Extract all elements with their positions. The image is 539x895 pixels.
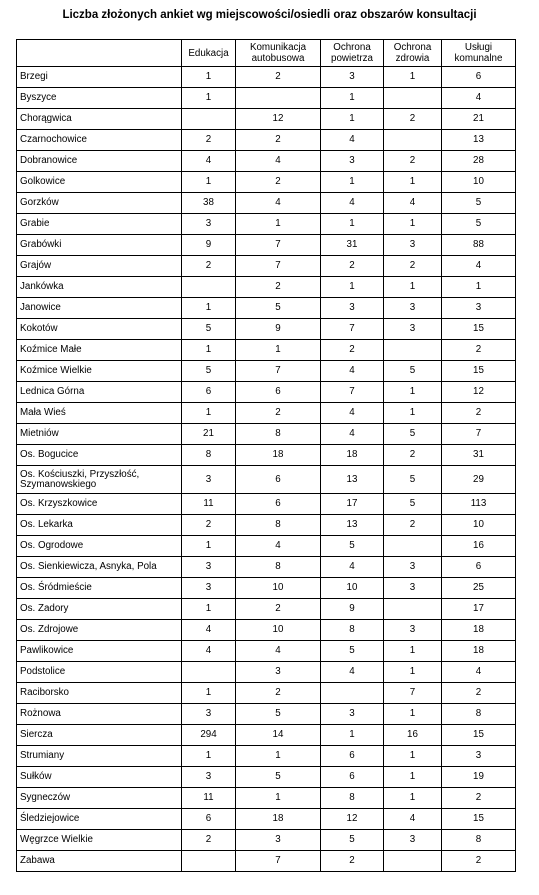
value-cell-uslugi-komunalne: 18	[442, 620, 516, 641]
value-cell-komunikacja: 1	[236, 340, 321, 361]
row-label-cell: Koźmice Wielkie	[17, 361, 182, 382]
value-cell-edukacja: 3	[182, 767, 236, 788]
value-cell-komunikacja: 7	[236, 256, 321, 277]
row-label-cell: Koźmice Małe	[17, 340, 182, 361]
value-cell-edukacja: 2	[182, 830, 236, 851]
value-cell-ochrona-zdrowia: 1	[384, 214, 442, 235]
value-cell-edukacja: 21	[182, 424, 236, 445]
value-cell-ochrona-powietrza: 1	[321, 725, 384, 746]
value-cell-uslugi-komunalne: 8	[442, 830, 516, 851]
value-cell-edukacja: 4	[182, 151, 236, 172]
value-cell-ochrona-powietrza: 1	[321, 88, 384, 109]
value-cell-edukacja: 9	[182, 235, 236, 256]
value-cell-edukacja: 1	[182, 88, 236, 109]
value-cell-uslugi-komunalne: 19	[442, 767, 516, 788]
value-cell-komunikacja: 2	[236, 683, 321, 704]
value-cell-komunikacja: 2	[236, 130, 321, 151]
row-label-cell: Os. Zdrojowe	[17, 620, 182, 641]
table-row	[17, 704, 516, 725]
value-cell-ochrona-zdrowia: 2	[384, 445, 442, 466]
value-cell-ochrona-powietrza: 2	[321, 340, 384, 361]
value-cell-komunikacja: 8	[236, 557, 321, 578]
value-cell-komunikacja: 2	[236, 277, 321, 298]
row-label-cell: Kokotów	[17, 319, 182, 340]
value-cell-uslugi-komunalne: 4	[442, 88, 516, 109]
value-cell-edukacja: 2	[182, 515, 236, 536]
row-label-cell: Grabie	[17, 214, 182, 235]
table-row	[17, 361, 516, 382]
value-cell-ochrona-powietrza: 1	[321, 214, 384, 235]
value-cell-uslugi-komunalne: 5	[442, 214, 516, 235]
value-cell-uslugi-komunalne: 15	[442, 319, 516, 340]
value-cell-ochrona-powietrza: 3	[321, 151, 384, 172]
value-cell-uslugi-komunalne: 15	[442, 725, 516, 746]
header-cell-location	[17, 40, 182, 67]
value-cell-edukacja	[182, 662, 236, 683]
value-cell-edukacja	[182, 851, 236, 872]
value-cell-ochrona-zdrowia: 1	[384, 662, 442, 683]
table-row	[17, 235, 516, 256]
row-label-cell: Os. Zadory	[17, 599, 182, 620]
value-cell-edukacja: 6	[182, 809, 236, 830]
value-cell-uslugi-komunalne: 3	[442, 298, 516, 319]
value-cell-edukacja: 3	[182, 214, 236, 235]
value-cell-edukacja: 3	[182, 578, 236, 599]
value-cell-ochrona-zdrowia: 3	[384, 298, 442, 319]
value-cell-komunikacja: 6	[236, 494, 321, 515]
table-row	[17, 172, 516, 193]
value-cell-ochrona-powietrza: 4	[321, 193, 384, 214]
value-cell-ochrona-powietrza: 4	[321, 130, 384, 151]
table-row	[17, 277, 516, 298]
value-cell-ochrona-powietrza	[321, 683, 384, 704]
value-cell-uslugi-komunalne: 15	[442, 809, 516, 830]
value-cell-uslugi-komunalne: 10	[442, 172, 516, 193]
header-cell-komunikacja: Komunikacja autobusowa	[236, 40, 321, 67]
value-cell-ochrona-zdrowia: 5	[384, 361, 442, 382]
header-cell-edukacja: Edukacja	[182, 40, 236, 67]
row-label-cell: Os. Bogucice	[17, 445, 182, 466]
table-row	[17, 599, 516, 620]
value-cell-ochrona-zdrowia	[384, 851, 442, 872]
table-row	[17, 683, 516, 704]
value-cell-ochrona-powietrza: 5	[321, 830, 384, 851]
value-cell-ochrona-powietrza: 4	[321, 557, 384, 578]
value-cell-komunikacja: 2	[236, 599, 321, 620]
row-label-cell: Sygneczów	[17, 788, 182, 809]
value-cell-edukacja: 4	[182, 641, 236, 662]
value-cell-uslugi-komunalne: 5	[442, 193, 516, 214]
value-cell-edukacja: 4	[182, 620, 236, 641]
value-cell-edukacja: 1	[182, 67, 236, 88]
table-row	[17, 445, 516, 466]
value-cell-uslugi-komunalne: 25	[442, 578, 516, 599]
table-row	[17, 494, 516, 515]
table-row	[17, 214, 516, 235]
row-label-cell: Os. Lekarka	[17, 515, 182, 536]
value-cell-ochrona-zdrowia: 1	[384, 403, 442, 424]
value-cell-komunikacja: 8	[236, 515, 321, 536]
value-cell-komunikacja: 2	[236, 172, 321, 193]
value-cell-ochrona-zdrowia	[384, 536, 442, 557]
row-label-cell: Byszyce	[17, 88, 182, 109]
value-cell-uslugi-komunalne: 21	[442, 109, 516, 130]
value-cell-komunikacja: 5	[236, 298, 321, 319]
value-cell-edukacja: 6	[182, 382, 236, 403]
value-cell-ochrona-powietrza: 3	[321, 298, 384, 319]
value-cell-edukacja: 2	[182, 130, 236, 151]
value-cell-komunikacja: 6	[236, 382, 321, 403]
table-row	[17, 515, 516, 536]
value-cell-edukacja: 38	[182, 193, 236, 214]
row-label-cell: Śledziejowice	[17, 809, 182, 830]
value-cell-ochrona-zdrowia: 3	[384, 235, 442, 256]
value-cell-komunikacja: 7	[236, 235, 321, 256]
row-label-cell: Siercza	[17, 725, 182, 746]
value-cell-uslugi-komunalne: 12	[442, 382, 516, 403]
value-cell-komunikacja: 10	[236, 620, 321, 641]
value-cell-uslugi-komunalne: 3	[442, 746, 516, 767]
value-cell-ochrona-zdrowia	[384, 130, 442, 151]
row-label-cell: Os. Krzyszkowice	[17, 494, 182, 515]
row-label-cell: Janowice	[17, 298, 182, 319]
value-cell-ochrona-powietrza: 13	[321, 515, 384, 536]
value-cell-uslugi-komunalne: 17	[442, 599, 516, 620]
value-cell-ochrona-zdrowia: 2	[384, 515, 442, 536]
value-cell-ochrona-zdrowia: 5	[384, 494, 442, 515]
value-cell-ochrona-zdrowia: 1	[384, 641, 442, 662]
value-cell-uslugi-komunalne: 4	[442, 662, 516, 683]
value-cell-ochrona-powietrza: 31	[321, 235, 384, 256]
value-cell-ochrona-zdrowia: 1	[384, 788, 442, 809]
value-cell-ochrona-powietrza: 13	[321, 466, 384, 494]
value-cell-ochrona-zdrowia: 3	[384, 620, 442, 641]
value-cell-edukacja: 1	[182, 536, 236, 557]
table-row	[17, 641, 516, 662]
value-cell-ochrona-zdrowia: 2	[384, 109, 442, 130]
value-cell-komunikacja: 9	[236, 319, 321, 340]
header-row	[17, 40, 516, 67]
value-cell-komunikacja: 4	[236, 641, 321, 662]
value-cell-edukacja: 294	[182, 725, 236, 746]
value-cell-komunikacja: 5	[236, 767, 321, 788]
table-row	[17, 382, 516, 403]
value-cell-komunikacja: 4	[236, 151, 321, 172]
table-row	[17, 536, 516, 557]
value-cell-ochrona-zdrowia: 1	[384, 767, 442, 788]
value-cell-komunikacja: 4	[236, 193, 321, 214]
row-label-cell: Zabawa	[17, 851, 182, 872]
value-cell-edukacja: 3	[182, 704, 236, 725]
value-cell-uslugi-komunalne: 10	[442, 515, 516, 536]
value-cell-uslugi-komunalne: 2	[442, 788, 516, 809]
value-cell-ochrona-zdrowia: 2	[384, 151, 442, 172]
value-cell-ochrona-powietrza: 1	[321, 277, 384, 298]
value-cell-edukacja: 1	[182, 172, 236, 193]
value-cell-uslugi-komunalne: 29	[442, 466, 516, 494]
row-label-cell: Os. Śródmieście	[17, 578, 182, 599]
value-cell-ochrona-zdrowia: 1	[384, 67, 442, 88]
row-label-cell: Mała Wieś	[17, 403, 182, 424]
row-label-cell: Grabówki	[17, 235, 182, 256]
value-cell-ochrona-powietrza: 3	[321, 704, 384, 725]
value-cell-komunikacja: 1	[236, 746, 321, 767]
header-cell-ochrona-powietrza: Ochrona powietrza	[321, 40, 384, 67]
value-cell-ochrona-zdrowia: 1	[384, 746, 442, 767]
table-row	[17, 788, 516, 809]
value-cell-komunikacja: 12	[236, 109, 321, 130]
row-label-cell: Chorągwica	[17, 109, 182, 130]
value-cell-uslugi-komunalne: 2	[442, 403, 516, 424]
row-label-cell: Grajów	[17, 256, 182, 277]
row-label-cell: Podstolice	[17, 662, 182, 683]
value-cell-ochrona-powietrza: 12	[321, 809, 384, 830]
value-cell-edukacja: 3	[182, 466, 236, 494]
value-cell-ochrona-powietrza: 4	[321, 662, 384, 683]
value-cell-ochrona-zdrowia	[384, 340, 442, 361]
value-cell-komunikacja: 4	[236, 536, 321, 557]
value-cell-edukacja: 1	[182, 403, 236, 424]
value-cell-ochrona-powietrza: 17	[321, 494, 384, 515]
value-cell-ochrona-powietrza: 8	[321, 620, 384, 641]
value-cell-edukacja: 1	[182, 746, 236, 767]
table-row	[17, 578, 516, 599]
table-row	[17, 88, 516, 109]
value-cell-ochrona-powietrza: 4	[321, 361, 384, 382]
value-cell-komunikacja: 3	[236, 830, 321, 851]
table-row	[17, 725, 516, 746]
value-cell-edukacja: 11	[182, 788, 236, 809]
row-label-cell: Raciborsko	[17, 683, 182, 704]
value-cell-ochrona-zdrowia: 1	[384, 704, 442, 725]
value-cell-uslugi-komunalne: 18	[442, 641, 516, 662]
value-cell-ochrona-zdrowia: 5	[384, 424, 442, 445]
value-cell-ochrona-zdrowia: 3	[384, 557, 442, 578]
value-cell-komunikacja: 18	[236, 445, 321, 466]
value-cell-komunikacja: 1	[236, 788, 321, 809]
row-label-cell: Os. Kościuszki, Przyszłość, Szymanowskiego	[17, 466, 182, 494]
table-row	[17, 746, 516, 767]
header-cell-ochrona-zdrowia: Ochrona zdrowia	[384, 40, 442, 67]
value-cell-komunikacja	[236, 88, 321, 109]
row-label-cell: Pawlikowice	[17, 641, 182, 662]
value-cell-uslugi-komunalne: 13	[442, 130, 516, 151]
table-body	[17, 67, 516, 872]
value-cell-ochrona-zdrowia	[384, 88, 442, 109]
value-cell-komunikacja: 7	[236, 361, 321, 382]
value-cell-komunikacja: 7	[236, 851, 321, 872]
row-label-cell: Czarnochowice	[17, 130, 182, 151]
value-cell-uslugi-komunalne: 16	[442, 536, 516, 557]
value-cell-uslugi-komunalne: 2	[442, 340, 516, 361]
value-cell-ochrona-zdrowia	[384, 599, 442, 620]
value-cell-ochrona-powietrza: 8	[321, 788, 384, 809]
row-label-cell: Jankówka	[17, 277, 182, 298]
table-row	[17, 424, 516, 445]
value-cell-komunikacja: 8	[236, 424, 321, 445]
value-cell-uslugi-komunalne: 6	[442, 557, 516, 578]
value-cell-ochrona-powietrza: 5	[321, 641, 384, 662]
table-row	[17, 557, 516, 578]
value-cell-komunikacja: 2	[236, 67, 321, 88]
value-cell-ochrona-zdrowia: 1	[384, 172, 442, 193]
table-row	[17, 151, 516, 172]
value-cell-uslugi-komunalne: 1	[442, 277, 516, 298]
table-row	[17, 809, 516, 830]
value-cell-ochrona-zdrowia: 4	[384, 809, 442, 830]
value-cell-uslugi-komunalne: 113	[442, 494, 516, 515]
value-cell-edukacja	[182, 109, 236, 130]
value-cell-ochrona-zdrowia: 1	[384, 277, 442, 298]
header-cell-uslugi-komunalne: Usługi komunalne	[442, 40, 516, 67]
row-label-cell: Brzegi	[17, 67, 182, 88]
survey-table	[16, 39, 516, 872]
table-row	[17, 67, 516, 88]
table-row	[17, 256, 516, 277]
table-row	[17, 130, 516, 151]
value-cell-komunikacja: 3	[236, 662, 321, 683]
value-cell-uslugi-komunalne: 28	[442, 151, 516, 172]
row-label-cell: Gorzków	[17, 193, 182, 214]
table-row	[17, 830, 516, 851]
row-label-cell: Golkowice	[17, 172, 182, 193]
value-cell-edukacja: 1	[182, 599, 236, 620]
value-cell-edukacja: 5	[182, 361, 236, 382]
value-cell-edukacja: 1	[182, 298, 236, 319]
value-cell-ochrona-zdrowia: 1	[384, 382, 442, 403]
value-cell-ochrona-powietrza: 3	[321, 67, 384, 88]
value-cell-ochrona-powietrza: 2	[321, 851, 384, 872]
value-cell-ochrona-powietrza: 7	[321, 319, 384, 340]
value-cell-edukacja: 3	[182, 557, 236, 578]
value-cell-ochrona-powietrza: 18	[321, 445, 384, 466]
value-cell-komunikacja: 5	[236, 704, 321, 725]
table-row	[17, 620, 516, 641]
value-cell-ochrona-zdrowia: 4	[384, 193, 442, 214]
value-cell-ochrona-zdrowia: 3	[384, 319, 442, 340]
value-cell-ochrona-powietrza: 6	[321, 746, 384, 767]
value-cell-ochrona-powietrza: 6	[321, 767, 384, 788]
row-label-cell: Os. Ogrodowe	[17, 536, 182, 557]
table-row	[17, 662, 516, 683]
value-cell-ochrona-zdrowia: 3	[384, 578, 442, 599]
value-cell-ochrona-zdrowia: 3	[384, 830, 442, 851]
value-cell-edukacja: 1	[182, 340, 236, 361]
row-label-cell: Strumiany	[17, 746, 182, 767]
table-row	[17, 109, 516, 130]
row-label-cell: Dobranowice	[17, 151, 182, 172]
value-cell-edukacja: 8	[182, 445, 236, 466]
value-cell-ochrona-powietrza: 7	[321, 382, 384, 403]
value-cell-uslugi-komunalne: 15	[442, 361, 516, 382]
value-cell-komunikacja: 14	[236, 725, 321, 746]
value-cell-uslugi-komunalne: 2	[442, 683, 516, 704]
value-cell-uslugi-komunalne: 2	[442, 851, 516, 872]
table-row	[17, 193, 516, 214]
value-cell-edukacja: 1	[182, 683, 236, 704]
value-cell-ochrona-powietrza: 1	[321, 172, 384, 193]
value-cell-komunikacja: 10	[236, 578, 321, 599]
row-label-cell: Sułków	[17, 767, 182, 788]
table-title: Liczba złożonych ankiet wg miejscowości/osiedli oraz obszarów konsultacji	[62, 9, 477, 21]
value-cell-komunikacja: 18	[236, 809, 321, 830]
value-cell-uslugi-komunalne: 31	[442, 445, 516, 466]
table-row	[17, 340, 516, 361]
table-row	[17, 466, 516, 494]
value-cell-ochrona-zdrowia: 16	[384, 725, 442, 746]
value-cell-ochrona-powietrza: 2	[321, 256, 384, 277]
value-cell-ochrona-powietrza: 1	[321, 109, 384, 130]
row-label-cell: Lednica Górna	[17, 382, 182, 403]
row-label-cell: Rożnowa	[17, 704, 182, 725]
value-cell-edukacja: 2	[182, 256, 236, 277]
value-cell-ochrona-powietrza: 9	[321, 599, 384, 620]
value-cell-ochrona-powietrza: 5	[321, 536, 384, 557]
value-cell-edukacja: 5	[182, 319, 236, 340]
table-row	[17, 851, 516, 872]
value-cell-uslugi-komunalne: 6	[442, 67, 516, 88]
value-cell-komunikacja: 6	[236, 466, 321, 494]
value-cell-uslugi-komunalne: 7	[442, 424, 516, 445]
value-cell-uslugi-komunalne: 8	[442, 704, 516, 725]
value-cell-ochrona-zdrowia: 7	[384, 683, 442, 704]
value-cell-ochrona-zdrowia: 5	[384, 466, 442, 494]
row-label-cell: Os. Sienkiewicza, Asnyka, Pola	[17, 557, 182, 578]
value-cell-ochrona-powietrza: 4	[321, 424, 384, 445]
value-cell-komunikacja: 1	[236, 214, 321, 235]
value-cell-uslugi-komunalne: 4	[442, 256, 516, 277]
value-cell-edukacja: 11	[182, 494, 236, 515]
table-row	[17, 298, 516, 319]
row-label-cell: Węgrzce Wielkie	[17, 830, 182, 851]
value-cell-uslugi-komunalne: 88	[442, 235, 516, 256]
value-cell-ochrona-powietrza: 10	[321, 578, 384, 599]
value-cell-ochrona-zdrowia: 2	[384, 256, 442, 277]
row-label-cell: Mietniów	[17, 424, 182, 445]
table-row	[17, 767, 516, 788]
value-cell-ochrona-powietrza: 4	[321, 403, 384, 424]
value-cell-edukacja	[182, 277, 236, 298]
value-cell-komunikacja: 2	[236, 403, 321, 424]
table-row	[17, 403, 516, 424]
table-row	[17, 319, 516, 340]
